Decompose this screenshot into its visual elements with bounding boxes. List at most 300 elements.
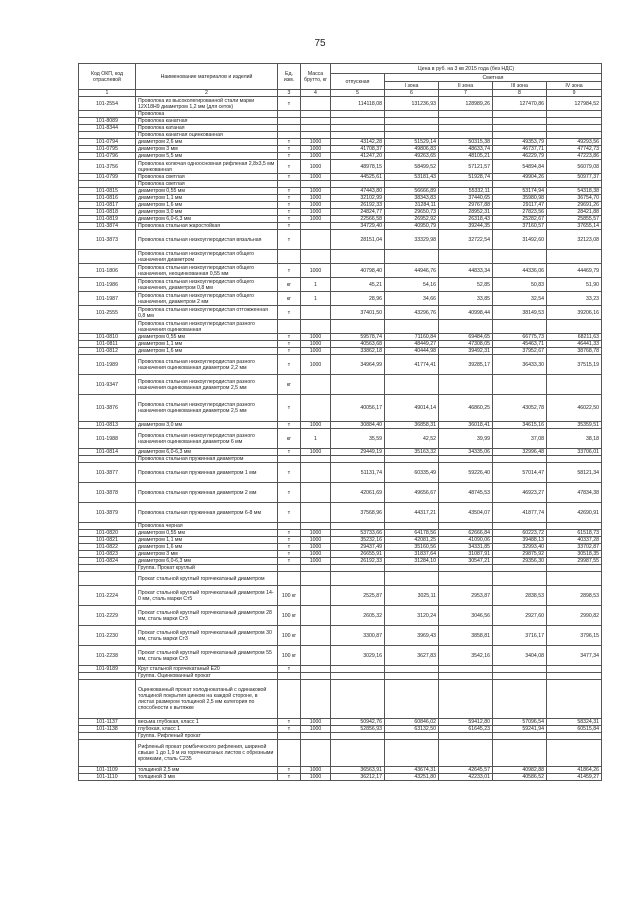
zone-2-price-cell: 40998,44 <box>439 306 493 320</box>
name-cell: толщиной 3 мм <box>136 774 278 781</box>
zone-2-price-cell: 48633,74 <box>439 146 493 153</box>
release-price-cell: 52856,93 <box>331 726 385 733</box>
code-cell: 101-0824 <box>79 558 136 565</box>
zone-4-price-cell: 2990,82 <box>547 606 602 626</box>
index-cell: 4 <box>301 90 331 97</box>
zone-3-price-cell: 34615,16 <box>493 422 547 429</box>
name-cell: Проволока колючая одноосновная рифленая 2,8х3,5 мм оцинкованная <box>136 160 278 174</box>
release-price-cell: 33862,18 <box>331 348 385 355</box>
zone-3-price-cell <box>493 132 547 139</box>
zone-1-price-cell: 63132,50 <box>385 726 439 733</box>
table-row <box>79 348 602 355</box>
zone-3-price-cell: 29356,30 <box>493 558 547 565</box>
table-row <box>79 483 602 503</box>
code-cell: 101-0810 <box>79 334 136 341</box>
zone-3-price-cell: 37160,57 <box>493 223 547 230</box>
zone-2-price-cell: 33,85 <box>439 292 493 306</box>
zone-1-price-cell: 42,52 <box>385 429 439 449</box>
zone-2-price-cell <box>439 118 493 125</box>
zone-4-price-cell: 44469,79 <box>547 264 602 278</box>
unit-cell: 100 кг <box>278 586 301 606</box>
zone-4-price-cell <box>547 111 602 118</box>
table-row <box>79 767 602 774</box>
unit-cell: т <box>278 209 301 216</box>
table-row <box>79 503 602 523</box>
name-cell: диаметром 3,0 мм <box>136 209 278 216</box>
zone-2-price-cell <box>439 673 493 680</box>
table-row <box>79 572 602 586</box>
code-cell <box>79 680 136 719</box>
release-price-cell: 41708,37 <box>331 146 385 153</box>
zone-4-price-cell <box>547 740 602 767</box>
release-price-cell: 37568,96 <box>331 503 385 523</box>
zone-4-price-cell <box>547 565 602 572</box>
name-cell: Проволока стальная низкоуглеродистая общего назначения, неоцинкованная 0,55 мм <box>136 264 278 278</box>
name-cell: глубокая, класс 1 <box>136 726 278 733</box>
zone-2-price-cell <box>439 565 493 572</box>
zone-4-price-cell: 28421,88 <box>547 209 602 216</box>
zone-2-price-cell <box>439 733 493 740</box>
zone-1-price-cell <box>385 666 439 673</box>
zone-4-price-cell: 49293,56 <box>547 139 602 146</box>
table-row <box>79 733 602 740</box>
unit-cell <box>278 118 301 125</box>
zone-2-price-cell <box>439 181 493 188</box>
name-cell: Проволока из высоколегированной стали марки 12Х18Н9 диаметром 1,2 мм (для сеток) <box>136 97 278 111</box>
name-cell: Проволока светлая <box>136 174 278 181</box>
mass-cell: 1000 <box>301 174 331 181</box>
code-cell: 101-0817 <box>79 202 136 209</box>
release-price-cell: 24824,77 <box>331 209 385 216</box>
zone-2-price-cell: 39492,31 <box>439 348 493 355</box>
table-row <box>79 195 602 202</box>
name-cell: диаметром 6,0-6,3 мм <box>136 449 278 456</box>
release-price-cell <box>331 111 385 118</box>
zone-4-price-cell: 51,90 <box>547 278 602 292</box>
table-row <box>79 680 602 719</box>
zone-2-price-cell <box>439 111 493 118</box>
release-price-cell <box>331 523 385 530</box>
zone-3-price-cell: 2927,60 <box>493 606 547 626</box>
release-price-cell: 37401,50 <box>331 306 385 320</box>
code-cell: 101-2229 <box>79 606 136 626</box>
table-row <box>79 202 602 209</box>
zone-1-price-cell: 34,66 <box>385 292 439 306</box>
name-cell: Группа. Прокат круглый <box>136 565 278 572</box>
zone-4-price-cell: 47223,86 <box>547 153 602 160</box>
unit-cell <box>278 572 301 586</box>
zone-2-price-cell: 46860,25 <box>439 395 493 422</box>
release-price-cell: 29437,49 <box>331 544 385 551</box>
table-row <box>79 216 602 223</box>
unit-cell: т <box>278 395 301 422</box>
table-row <box>79 118 602 125</box>
zone-4-price-cell: 38768,78 <box>547 348 602 355</box>
table-row <box>79 558 602 565</box>
zone-4-price-cell: 41459,27 <box>547 774 602 781</box>
unit-cell <box>278 740 301 767</box>
zone-1-price-cell <box>385 740 439 767</box>
zone-1-price-cell <box>385 572 439 586</box>
name-cell: Прокат стальной круглый горячекатаный диаметром 14-0 мм, сталь марки Ст5 <box>136 586 278 606</box>
unit-cell: т <box>278 188 301 195</box>
zone-1-price-cell: 35163,32 <box>385 449 439 456</box>
code-cell <box>79 733 136 740</box>
mass-cell <box>301 111 331 118</box>
unit-cell: т <box>278 216 301 223</box>
table-row <box>79 278 602 292</box>
zone-1-price-cell: 42081,25 <box>385 537 439 544</box>
name-cell: Круг стальной горячекатаный Е20 <box>136 666 278 673</box>
mass-cell: 1000 <box>301 355 331 375</box>
zone-1-price-cell: 33329,98 <box>385 230 439 250</box>
code-cell: 101-1138 <box>79 726 136 733</box>
zone-3-price-cell: 57096,54 <box>493 719 547 726</box>
code-cell: 101-3879 <box>79 503 136 523</box>
mass-cell: 1000 <box>301 139 331 146</box>
zone-2-price-cell: 34335,06 <box>439 449 493 456</box>
code-cell <box>79 456 136 463</box>
mass-cell <box>301 646 331 666</box>
code-cell: 101-1137 <box>79 719 136 726</box>
unit-cell: 100 кг <box>278 626 301 646</box>
zone-4-price-cell: 29691,26 <box>547 202 602 209</box>
unit-cell: т <box>278 666 301 673</box>
zone-1-price-cell: 60335,49 <box>385 463 439 483</box>
table-row <box>79 530 602 537</box>
table-row <box>79 341 602 348</box>
name-cell: диаметром 1,1 мм <box>136 195 278 202</box>
release-price-cell: 40056,17 <box>331 395 385 422</box>
release-price-cell <box>331 666 385 673</box>
zone-4-price-cell: 127984,52 <box>547 97 602 111</box>
table-row <box>79 523 602 530</box>
release-price-cell: 42061,69 <box>331 483 385 503</box>
zone-3-price-cell <box>493 733 547 740</box>
zone-2-price-cell <box>439 320 493 334</box>
zone-3-price-cell: 2838,53 <box>493 586 547 606</box>
zone-3-price-cell: 53174,94 <box>493 188 547 195</box>
table-row <box>79 188 602 195</box>
zone-2-price-cell: 3046,56 <box>439 606 493 626</box>
unit-cell: т <box>278 503 301 523</box>
zone-1-price-cell: 43251,80 <box>385 774 439 781</box>
name-cell: Прокат стальной круглый горячекатаный диаметром 28 мм, сталь марки Ст3 <box>136 606 278 626</box>
code-cell: 101-1806 <box>79 264 136 278</box>
zone-1-price-cell: 60846,02 <box>385 719 439 726</box>
unit-cell: т <box>278 537 301 544</box>
zone-4-price-cell: 58324,31 <box>547 719 602 726</box>
index-cell: 1 <box>79 90 136 97</box>
unit-cell <box>278 181 301 188</box>
zone-1-price-cell <box>385 565 439 572</box>
zone-1-price-cell: 35160,56 <box>385 544 439 551</box>
zone-3-price-cell: 3404,08 <box>493 646 547 666</box>
zone-1-price-cell: 31284,10 <box>385 558 439 565</box>
name-cell: весьма глубокая, класс 1 <box>136 719 278 726</box>
zone-1-price-cell: 51529,14 <box>385 139 439 146</box>
zone-2-price-cell: 42645,57 <box>439 767 493 774</box>
zone-2-price-cell <box>439 456 493 463</box>
name-cell: Проволока стальная низкоуглеродистая разного назначения оцинкованная <box>136 320 278 334</box>
mass-cell: 1000 <box>301 160 331 174</box>
zone-1-price-cell: 44946,76 <box>385 264 439 278</box>
zone-2-price-cell <box>439 666 493 673</box>
release-price-cell <box>331 565 385 572</box>
zone-4-price-cell <box>547 181 602 188</box>
table-row <box>79 139 602 146</box>
mass-cell: 1000 <box>301 544 331 551</box>
zone-3-price-cell <box>493 740 547 767</box>
mass-cell <box>301 572 331 586</box>
release-price-cell: 59578,74 <box>331 334 385 341</box>
name-cell: Группа. Оцинкованный прокат <box>136 673 278 680</box>
code-cell: 101-0816 <box>79 195 136 202</box>
release-price-cell: 26655,91 <box>331 551 385 558</box>
mass-cell <box>301 181 331 188</box>
code-cell <box>79 111 136 118</box>
mass-cell <box>301 456 331 463</box>
release-price-cell: 22566,58 <box>331 216 385 223</box>
name-cell: Проволока стальная низкоуглеродистая разного назначения оцинкованная диаметром 2,5 мм <box>136 395 278 422</box>
zone-1-price-cell: 38343,83 <box>385 195 439 202</box>
release-price-cell: 51131,74 <box>331 463 385 483</box>
code-cell: 101-1987 <box>79 292 136 306</box>
unit-cell: т <box>278 195 301 202</box>
table-row <box>79 456 602 463</box>
table-row <box>79 264 602 278</box>
zone-1-price-cell <box>385 680 439 719</box>
unit-cell: т <box>278 551 301 558</box>
code-cell: 101-1989 <box>79 355 136 375</box>
zone-3-price-cell <box>493 680 547 719</box>
release-price-cell: 43142,28 <box>331 139 385 146</box>
unit-cell: т <box>278 348 301 355</box>
zone-3-price-cell: 37952,67 <box>493 348 547 355</box>
table-header <box>79 64 602 97</box>
name-cell: Прокат стальной круглый горячекатаный диаметром 55 мм, сталь марки Ст3 <box>136 646 278 666</box>
zone-2-price-cell <box>439 132 493 139</box>
table-row <box>79 537 602 544</box>
table-row <box>79 726 602 733</box>
release-price-cell <box>331 250 385 264</box>
zone-1-price-cell <box>385 132 439 139</box>
mass-cell: 1000 <box>301 216 331 223</box>
release-price-cell: 26192,33 <box>331 202 385 209</box>
table-row <box>79 586 602 606</box>
release-price-cell: 40563,68 <box>331 341 385 348</box>
code-cell <box>79 320 136 334</box>
mass-cell: 1000 <box>301 726 331 733</box>
unit-cell: т <box>278 422 301 429</box>
mass-cell <box>301 375 331 395</box>
code-cell: 101-0823 <box>79 551 136 558</box>
zone-2-price-cell: 57121,57 <box>439 160 493 174</box>
header-zone-1: I зона <box>385 82 439 90</box>
zone-3-price-cell: 127470,86 <box>493 97 547 111</box>
mass-cell: 1000 <box>301 209 331 216</box>
zone-4-price-cell: 30518,35 <box>547 551 602 558</box>
zone-2-price-cell: 61645,23 <box>439 726 493 733</box>
mass-cell <box>301 626 331 646</box>
zone-3-price-cell: 57014,47 <box>493 463 547 483</box>
zone-4-price-cell <box>547 572 602 586</box>
mass-cell <box>301 395 331 422</box>
zone-2-price-cell <box>439 523 493 530</box>
zone-4-price-cell <box>547 320 602 334</box>
zone-4-price-cell <box>547 375 602 395</box>
zone-2-price-cell: 128989,26 <box>439 97 493 111</box>
zone-3-price-cell: 49353,79 <box>493 139 547 146</box>
name-cell: Проволока стальная низкоуглеродистая разного назначения оцинкованная диаметром 2,2 мм <box>136 355 278 375</box>
mass-cell <box>301 666 331 673</box>
zone-2-price-cell: 50315,38 <box>439 139 493 146</box>
zone-2-price-cell: 51928,74 <box>439 174 493 181</box>
release-price-cell: 34964,99 <box>331 355 385 375</box>
mass-cell <box>301 230 331 250</box>
unit-cell: т <box>278 483 301 503</box>
zone-3-price-cell: 29875,92 <box>493 551 547 558</box>
unit-cell <box>278 565 301 572</box>
unit-cell: 100 кг <box>278 606 301 626</box>
mass-cell <box>301 586 331 606</box>
table-row <box>79 740 602 767</box>
zone-3-price-cell: 44336,06 <box>493 264 547 278</box>
table-row <box>79 209 602 216</box>
zone-1-price-cell: 64178,56 <box>385 530 439 537</box>
zone-1-price-cell: 3969,43 <box>385 626 439 646</box>
release-price-cell: 53733,66 <box>331 530 385 537</box>
code-cell: 101-1109 <box>79 767 136 774</box>
code-cell: 101-2224 <box>79 586 136 606</box>
zone-2-price-cell <box>439 375 493 395</box>
zone-1-price-cell <box>385 733 439 740</box>
zone-1-price-cell: 43674,31 <box>385 767 439 774</box>
table-row <box>79 97 602 111</box>
mass-cell <box>301 132 331 139</box>
code-cell <box>79 523 136 530</box>
table-row <box>79 544 602 551</box>
header-release: отпускная <box>331 74 385 90</box>
table-row <box>79 606 602 626</box>
code-cell: 101-0795 <box>79 146 136 153</box>
zone-3-price-cell: 59241,94 <box>493 726 547 733</box>
mass-cell: 1 <box>301 278 331 292</box>
zone-2-price-cell: 39285,17 <box>439 355 493 375</box>
code-cell: 101-0820 <box>79 530 136 537</box>
release-price-cell <box>331 181 385 188</box>
unit-cell: т <box>278 530 301 537</box>
release-price-cell: 45,21 <box>331 278 385 292</box>
zone-2-price-cell: 36018,41 <box>439 422 493 429</box>
zone-4-price-cell: 33706,01 <box>547 449 602 456</box>
mass-cell <box>301 97 331 111</box>
code-cell <box>79 181 136 188</box>
code-cell <box>79 572 136 586</box>
mass-cell: 1000 <box>301 449 331 456</box>
mass-cell: 1000 <box>301 195 331 202</box>
zone-2-price-cell: 47308,05 <box>439 341 493 348</box>
mass-cell <box>301 565 331 572</box>
zone-3-price-cell: 35980,98 <box>493 195 547 202</box>
table-row <box>79 774 602 781</box>
unit-cell <box>278 111 301 118</box>
release-price-cell: 36563,91 <box>331 767 385 774</box>
code-cell: 101-3878 <box>79 483 136 503</box>
zone-4-price-cell <box>547 456 602 463</box>
release-price-cell: 32102,99 <box>331 195 385 202</box>
table-row <box>79 565 602 572</box>
header-price-title: Цена в руб. на 3 кв 2015 года (без НДС) <box>331 64 602 74</box>
zone-3-price-cell: 29117,47 <box>493 202 547 209</box>
table-row <box>79 125 602 132</box>
zone-4-price-cell <box>547 673 602 680</box>
zone-1-price-cell: 48449,27 <box>385 341 439 348</box>
index-cell: 9 <box>547 90 602 97</box>
name-cell: толщиной 2,5 мм <box>136 767 278 774</box>
zone-1-price-cell: 36858,31 <box>385 422 439 429</box>
zone-2-price-cell: 41090,06 <box>439 537 493 544</box>
code-cell: 101-0815 <box>79 188 136 195</box>
zone-2-price-cell: 42233,01 <box>439 774 493 781</box>
zone-2-price-cell: 37440,65 <box>439 195 493 202</box>
unit-cell: т <box>278 719 301 726</box>
unit-cell: кг <box>278 292 301 306</box>
code-cell: 101-3876 <box>79 395 136 422</box>
zone-4-price-cell: 47742,73 <box>547 146 602 153</box>
code-cell <box>79 132 136 139</box>
zone-2-price-cell: 48745,53 <box>439 483 493 503</box>
mass-cell <box>301 118 331 125</box>
zone-3-price-cell: 49904,26 <box>493 174 547 181</box>
zone-3-price-cell: 3716,17 <box>493 626 547 646</box>
zone-1-price-cell: 49656,67 <box>385 483 439 503</box>
zone-3-price-cell: 25282,67 <box>493 216 547 223</box>
code-cell: 101-2230 <box>79 626 136 646</box>
zone-3-price-cell <box>493 181 547 188</box>
zone-4-price-cell: 42690,91 <box>547 503 602 523</box>
unit-cell: т <box>278 153 301 160</box>
name-cell: Проволока стальная пружинная диаметром 6-8 мм <box>136 503 278 523</box>
zone-2-price-cell: 39,99 <box>439 429 493 449</box>
zone-4-price-cell <box>547 680 602 719</box>
code-cell: 101-3873 <box>79 230 136 250</box>
name-cell: Проволока канатная <box>136 118 278 125</box>
zone-2-price-cell <box>439 250 493 264</box>
zone-1-price-cell: 40950,79 <box>385 223 439 230</box>
zone-4-price-cell: 32123,08 <box>547 230 602 250</box>
zone-4-price-cell: 47834,38 <box>547 483 602 503</box>
mass-cell <box>301 680 331 719</box>
table-row <box>79 153 602 160</box>
zone-2-price-cell: 28952,31 <box>439 209 493 216</box>
name-cell: Проволока черная <box>136 523 278 530</box>
mass-cell: 1000 <box>301 774 331 781</box>
zone-2-price-cell: 3858,81 <box>439 626 493 646</box>
code-cell <box>79 740 136 767</box>
zone-3-price-cell <box>493 523 547 530</box>
zone-3-price-cell <box>493 375 547 395</box>
name-cell: диаметром 3 мм <box>136 146 278 153</box>
header-index-row <box>79 90 602 97</box>
zone-3-price-cell: 31492,60 <box>493 230 547 250</box>
name-cell: диаметром 0,55 мм <box>136 334 278 341</box>
unit-cell <box>278 125 301 132</box>
table-row <box>79 449 602 456</box>
zone-1-price-cell: 56666,89 <box>385 188 439 195</box>
name-cell: диаметром 3 мм <box>136 551 278 558</box>
release-price-cell <box>331 456 385 463</box>
